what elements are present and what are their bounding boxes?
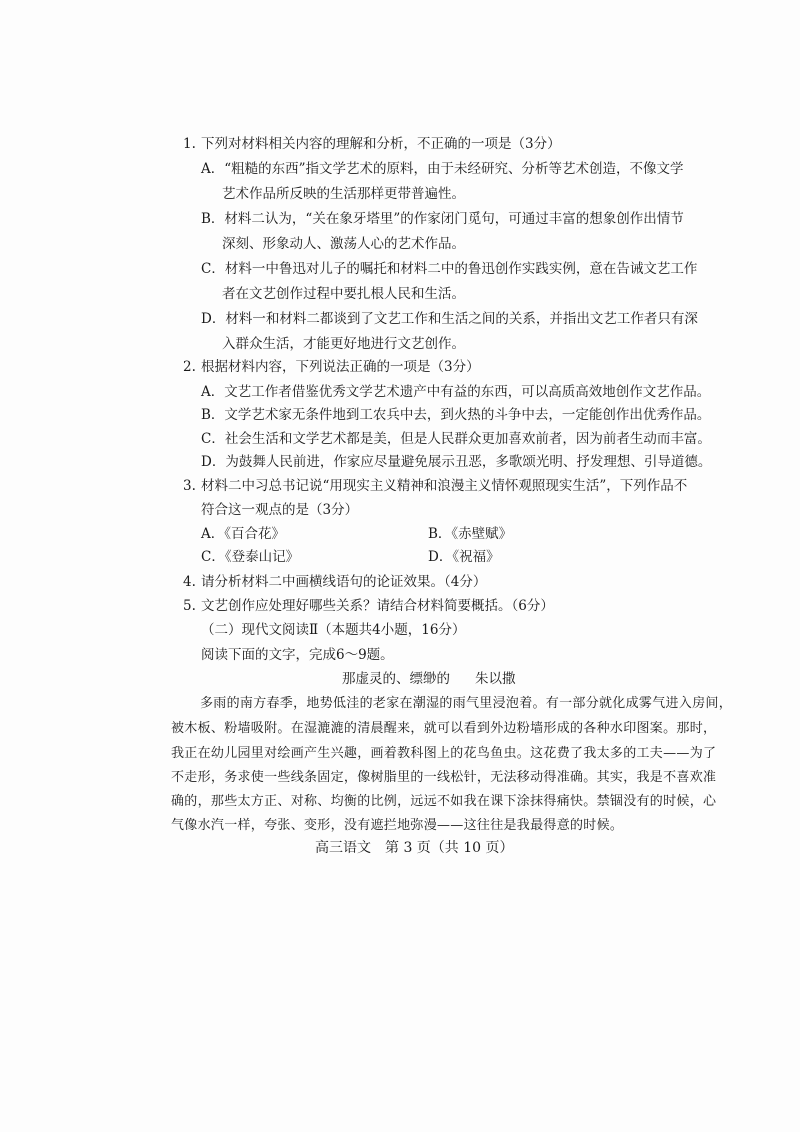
q2-stem: 根据材料内容，下列说法正确的一项是（3分） xyxy=(201,359,480,375)
article-line-3: 我正在幼儿园里对绘画产生兴趣，画着教科图上的花鸟鱼虫。这花费了我太多的工夫——为了 xyxy=(171,746,717,761)
q2-number: 2. xyxy=(183,359,196,375)
q4-number: 4. xyxy=(183,574,196,590)
q2-option-a: A．文艺工作者借鉴优秀文学艺术遗产中有益的东西，可以高质高效地创作文艺作品。 xyxy=(201,384,711,400)
article-line-2: 被木板、粉墙吸附。在湿漉漉的清晨醒来，就可以看到外边粉墙形成的各种水印图案。那时， xyxy=(171,721,717,736)
q3-stem-line1: 材料二中习总书记说“用现实主义精神和浪漫主义情怀观照现实生活”，下列作品不 xyxy=(201,478,688,494)
q2-option-d: D．为鼓舞人民前进，作家应尽量避免展示丑恶，多歌颂光明、抒发理想、引导道德。 xyxy=(201,454,712,470)
q3-stem-line2: 符合这一观点的是（3分） xyxy=(201,502,359,518)
q2-option-c: C．社会生活和文学艺术都是美，但是人民群众更加喜欢前者，因为前者生动而丰富。 xyxy=(201,431,711,447)
q3-option-d: D．《祝福》 xyxy=(428,549,500,565)
q1-stem: 下列对材料相关内容的理解和分析，不正确的一项是（3分） xyxy=(201,136,561,152)
q1-number: 1. xyxy=(183,136,196,152)
article-line-5: 确的，那些太方正、对称、均衡的比例，远远不如我在课下涂抹得痛快。禁锢没有的时候，心 xyxy=(171,794,717,809)
q5-number: 5. xyxy=(183,598,196,614)
q1-option-b-line1: B．材料二认为，“关在象牙塔里”的作家闭门觅句，可通过丰富的想象创作出情节 xyxy=(201,211,684,227)
q1-option-a-line1: A．“粗糙的东西”指文学艺术的原料，由于未经研究、分析等艺术创造，不像文学 xyxy=(201,161,684,177)
article-line-1: 多雨的南方春季，地势低洼的老家在潮湿的雨气里浸泡着。有一部分就化成雾气进入房间， xyxy=(200,696,733,711)
q3-number: 3. xyxy=(183,478,196,494)
q2-option-b: B．文学艺术家无条件地到工农兵中去，到火热的斗争中去，一定能创作出优秀作品。 xyxy=(201,407,711,423)
q5-stem: 文艺创作应处理好哪些关系？请结合材料简要概括。（6分） xyxy=(201,598,554,614)
section-heading: （二）现代文阅读Ⅱ（本题共4小题，16分） xyxy=(201,622,466,638)
q1-option-c-line1: C．材料一中鲁迅对儿子的嘱托和材料二中的鲁迅创作实践实例，意在告诫文艺工作 xyxy=(201,261,698,277)
q3-option-a: A．《百合花》 xyxy=(201,526,285,542)
q3-option-b: B．《赤壁赋》 xyxy=(428,526,513,542)
article-line-4: 不走形，务求使一些线条固定，像树脂里的一线松针，无法移动得准确。其实，我是不喜欢准 xyxy=(171,770,717,785)
section-instruction: 阅读下面的文字，完成6～9题。 xyxy=(201,647,394,663)
q1-option-b-line2: 深刻、形象动人、激荡人心的艺术作品。 xyxy=(222,236,465,252)
q1-option-a-line2: 艺术作品所反映的生活那样更带普遍性。 xyxy=(222,186,465,202)
page-footer: 高三语文 第 3 页（共 10 页） xyxy=(315,840,514,856)
article-line-6: 气像水汽一样，夸张、变形，没有遮拦地弥漫——这往往是我最得意的时候。 xyxy=(171,818,624,833)
article-author: 朱以撒 xyxy=(475,671,516,687)
q4-stem: 请分析材料二中画横线语句的论证效果。（4分） xyxy=(201,574,487,590)
q1-option-d-line1: D．材料一和材料二都谈到了文艺工作和生活之间的关系，并指出文艺工作者只有深 xyxy=(201,311,698,327)
q1-option-d-line2: 入群众生活，才能更好地进行文艺创作。 xyxy=(222,336,465,352)
article-title: 那虚灵的、缥缈的 xyxy=(342,671,450,687)
q1-option-c-line2: 者在文艺创作过程中要扎根人民和生活。 xyxy=(222,286,465,302)
q3-option-c: C．《登泰山记》 xyxy=(201,549,300,565)
